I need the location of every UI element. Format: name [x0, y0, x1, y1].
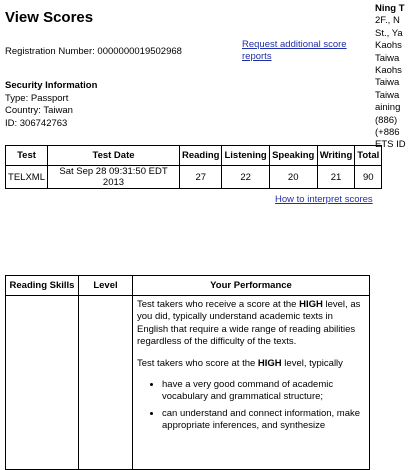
table-row: [6, 296, 370, 470]
address-line: Taiwa: [375, 52, 400, 64]
address-line: Taiwa: [375, 89, 400, 101]
cell-performance-description: [133, 296, 370, 470]
security-id: ID: 306742763: [5, 117, 68, 129]
address-line: St., Ya: [375, 27, 403, 39]
address-line: (886): [375, 114, 398, 126]
interpret-scores-link[interactable]: How to interpret scores: [275, 194, 373, 205]
cell-speaking: 20: [269, 166, 317, 189]
test-taker-address-panel: [375, 3, 415, 152]
level-highlight: HIGH: [299, 299, 323, 310]
level-highlight: HIGH: [257, 357, 282, 369]
address-line: 2F., N: [375, 15, 400, 27]
col-header-reading-skills: Reading Skills: [6, 276, 79, 296]
paragraph-text: Test takers who score at the: [137, 357, 258, 369]
registration-value: 0000000019502968: [97, 46, 182, 57]
security-heading: Security Information: [5, 80, 98, 91]
paragraph-text: Test takers who receive a score at the: [137, 299, 300, 310]
address-line: Kaohs: [375, 40, 402, 52]
security-type: Type: Passport: [5, 92, 69, 104]
col-header-level: Level: [79, 276, 133, 296]
security-information: [5, 80, 97, 130]
col-header-listening: Listening: [222, 146, 269, 166]
cell-test: TELXML: [6, 166, 48, 189]
address-line: (+886: [375, 127, 400, 139]
performance-paragraph: [137, 299, 365, 349]
col-header-test-date: Test Date: [48, 146, 180, 166]
performance-paragraph: [137, 358, 365, 370]
performance-table: [5, 275, 370, 470]
request-additional-reports-link[interactable]: Request additional score reports: [242, 39, 347, 62]
col-header-reading: Reading: [180, 146, 222, 166]
scores-table: [5, 145, 382, 189]
address-line: Kaohs: [375, 65, 402, 77]
list-item: • have a very good command of academic vocabulary and grammatical structure;: [162, 379, 365, 404]
performance-bullets: [137, 379, 365, 433]
security-country: Country: Taiwan: [5, 105, 73, 116]
cell-test-date: Sat Sep 28 09:31:50 EDT 2013: [48, 166, 180, 189]
col-header-test: Test: [6, 146, 48, 166]
address-line: aining: [375, 102, 401, 114]
scores-header-row: [6, 146, 382, 166]
col-header-total: Total: [355, 146, 382, 166]
address-line: ETS ID: [375, 139, 406, 151]
cell-listening: 22: [222, 166, 269, 189]
col-header-speaking: Speaking: [269, 146, 317, 166]
paragraph-text: level, typically: [281, 357, 343, 369]
cell-reading: 27: [180, 166, 222, 189]
cell-reading-skills: [6, 296, 79, 470]
registration-label: Registration Number:: [5, 46, 95, 57]
cell-total: 90: [355, 166, 382, 189]
test-taker-name: Ning T: [375, 3, 405, 14]
col-header-your-performance: Your Performance: [133, 276, 370, 296]
address-line: Taiwa: [375, 77, 400, 89]
registration-number: [5, 46, 182, 57]
cell-level: [79, 296, 133, 470]
table-row: [6, 166, 382, 189]
paragraph-text: level, as you did, typically understand academic texts in English that require a wide range of reading abilities regardless of the difficulty of the texts.: [137, 299, 361, 348]
performance-header-row: [6, 276, 370, 296]
col-header-writing: Writing: [317, 146, 355, 166]
list-item: • can understand and connect information, make appropriate inferences, and synthesize: [162, 408, 365, 433]
cell-writing: 21: [317, 166, 355, 189]
page-title: View Scores: [5, 9, 94, 26]
